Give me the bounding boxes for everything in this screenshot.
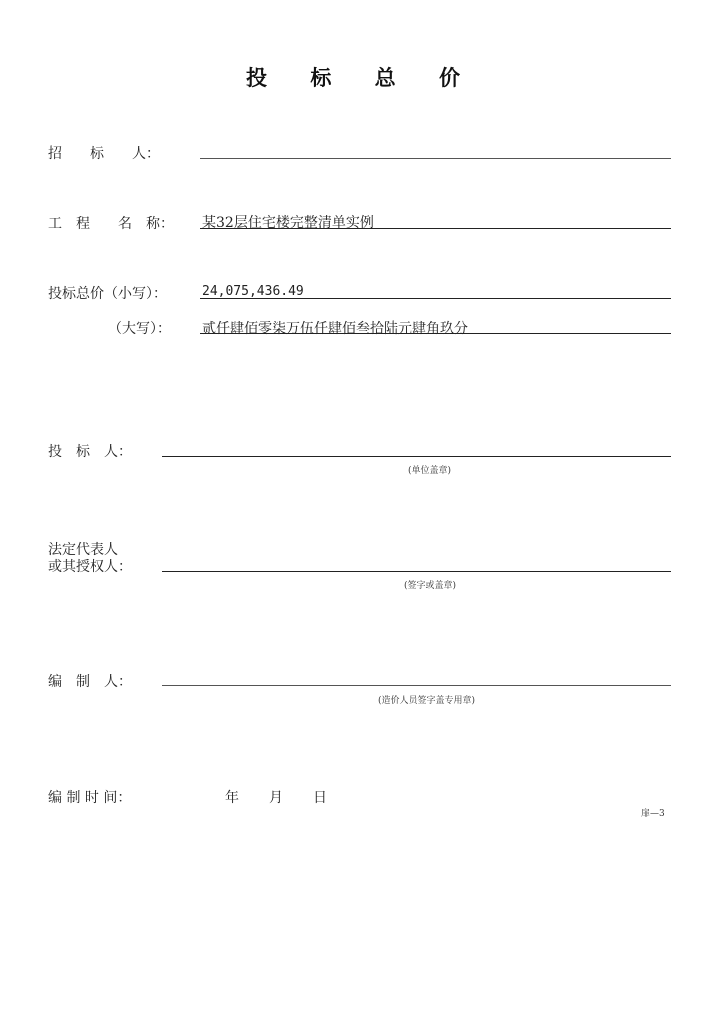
total-upper-label: （大写）： (108, 321, 171, 337)
bidder-label: 投 标 人： (48, 444, 132, 460)
compiler-label: 编 制 人： (48, 674, 132, 690)
legal-rep-note: (签字或盖章) (404, 581, 457, 591)
compiler-line (162, 685, 671, 686)
compile-time-month: 月 (269, 790, 283, 806)
legal-rep-label-line2: 或其授权人： (48, 559, 132, 575)
bidder-note: (单位盖章) (408, 466, 452, 476)
compiler-note: (造价人员签字盖专用章) (378, 696, 476, 706)
total-lower-line (200, 298, 671, 299)
legal-rep-label-line1: 法定代表人 (48, 542, 118, 558)
project-name-label: 工 程 名 称： (48, 216, 174, 232)
tenderer-line (200, 158, 671, 159)
bidder-line (162, 456, 671, 457)
compile-time-label: 编 制 时 间： (48, 790, 132, 806)
page-number: 扉—3 (641, 809, 665, 819)
compile-time-day: 日 (313, 790, 327, 806)
compile-time-year: 年 (225, 790, 239, 806)
project-name-value: 某32层住宅楼完整清单实例 (202, 215, 374, 231)
total-upper-line (200, 333, 671, 334)
project-name-line (200, 228, 671, 229)
tenderer-label: 招 标 人： (48, 146, 160, 162)
total-lower-value: 24,075,436.49 (202, 284, 304, 299)
total-upper-value: 贰仟肆佰零柒万伍仟肆佰叁拾陆元肆角玖分 (202, 321, 468, 337)
total-lower-label: 投标总价（小写）： (48, 286, 167, 302)
page-title: 投 标 总 价 (246, 66, 478, 90)
legal-rep-line (162, 571, 671, 572)
